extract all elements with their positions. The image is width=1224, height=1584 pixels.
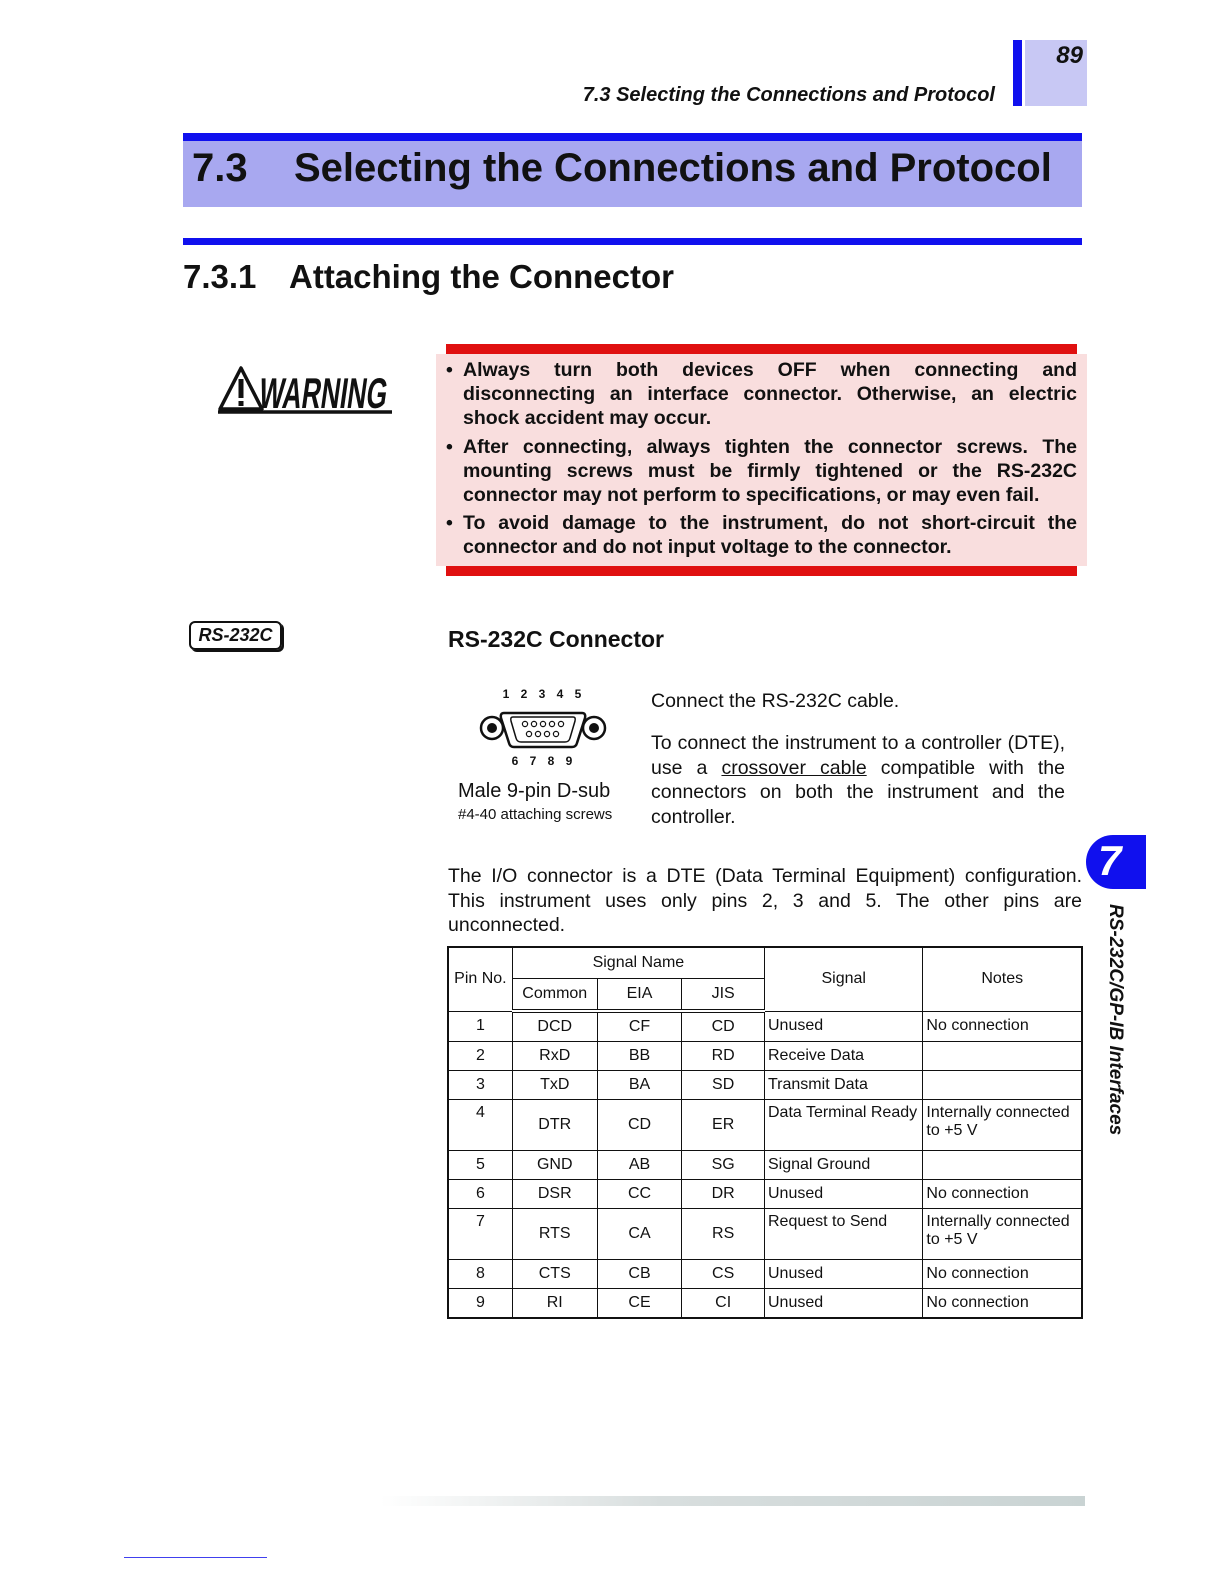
cell-signal: Request to Send [765,1209,923,1260]
dsub-connector-diagram [476,684,612,772]
cell-pin: 5 [448,1151,512,1180]
table-row [448,1011,1082,1042]
cell-signal: Unused [765,1260,923,1289]
section-number: 7.3 [192,146,248,190]
table-row [448,1100,1082,1151]
cell-signal: Transmit Data [765,1071,923,1100]
header-jis: JIS [682,979,765,1012]
cell-eia: CA [597,1209,682,1260]
cell-common: TxD [512,1071,597,1100]
warning-item: • Always turn both devices OFF when connecting and disconnecting an interface connector. Otherwise, an electric shock accident may occur. [446,358,1077,431]
header-signal: Signal [765,947,923,1011]
connector-caption: Male 9-pin D-sub [458,780,611,802]
section-top-rule [183,133,1082,141]
cell-eia: CF [597,1011,682,1042]
table-row [448,1151,1082,1180]
connector-description [651,731,1065,829]
cell-jis: CS [682,1260,765,1289]
header-signal-name: Signal Name [512,947,764,979]
cell-eia: AB [597,1151,682,1180]
footer-rule [124,1557,267,1558]
cell-notes: No connection [923,1011,1082,1042]
subsection-title: Attaching the Connector [289,258,674,295]
cell-signal: Signal Ground [765,1151,923,1180]
cell-notes: Internally connected to +5 V [923,1209,1082,1260]
cell-notes: Internally connected to +5 V [923,1100,1082,1151]
cell-jis: RD [682,1042,765,1071]
pin-numbers-top: 1 2 3 4 5 [502,687,586,701]
rs232c-badge [189,621,282,650]
crossover-cable-term: crossover cable [721,756,867,779]
cell-eia: CB [597,1260,682,1289]
table-row [448,1289,1082,1319]
cell-notes [923,1042,1082,1071]
warning-top-rule [446,344,1077,354]
header-accent-bar [1013,40,1022,106]
cell-notes: No connection [923,1180,1082,1209]
table-row [448,1042,1082,1071]
cell-signal: Unused [765,1180,923,1209]
header-eia: EIA [597,979,682,1012]
cell-pin: 7 [448,1209,512,1260]
page-number: 89 [1056,42,1083,69]
chapter-label: RS-232C/GP-IB Interfaces [1105,904,1126,1136]
warning-bottom-rule [446,566,1077,576]
cell-pin: 1 [448,1011,512,1042]
chapter-tab [1086,835,1146,889]
cell-notes [923,1071,1082,1100]
cell-eia: CC [597,1180,682,1209]
connector-description-start: To connect the instrument to a controller (DTE), use a [651,732,1065,779]
cell-notes: No connection [923,1260,1082,1289]
subsection-number: 7.3.1 [183,258,257,295]
cell-jis: RS [682,1209,765,1260]
connector-title: RS-232C Connector [448,626,664,652]
table-row [448,1071,1082,1100]
header-pin-no: Pin No. [448,947,512,1011]
cell-common: DCD [512,1011,597,1042]
cell-jis: SG [682,1151,765,1180]
connector-instruction: Connect the RS-232C cable. [651,690,900,712]
rs232c-badge-label: RS-232C [198,625,273,645]
warning-item: • To avoid damage to the instrument, do not short-circuit the connector and do not input voltage to the connector. [446,511,1077,559]
cell-notes: No connection [923,1289,1082,1319]
cell-jis: DR [682,1180,765,1209]
table-row [448,1260,1082,1289]
connector-caption-screws: #4-40 attaching screws [458,806,613,823]
cell-eia: CD [597,1100,682,1151]
cell-signal: Data Terminal Ready [765,1100,923,1151]
cell-pin: 9 [448,1289,512,1319]
cell-jis: ER [682,1100,765,1151]
cell-common: GND [512,1151,597,1180]
cell-common: DSR [512,1180,597,1209]
footer-gradient-rule [380,1496,1085,1506]
cell-pin: 2 [448,1042,512,1071]
cell-pin: 8 [448,1260,512,1289]
cell-jis: CD [682,1011,765,1042]
subsection-rule [183,238,1082,245]
cell-common: DTR [512,1100,597,1151]
io-description: The I/O connector is a DTE (Data Terminal Equipment) configuration. This instrument uses only pins 2, 3 and 5. The other pins are unconnected. [448,865,1082,936]
cell-eia: BA [597,1071,682,1100]
cell-common: RxD [512,1042,597,1071]
cell-pin: 3 [448,1071,512,1100]
cell-jis: SD [682,1071,765,1100]
pin-numbers-bottom: 6 7 8 9 [511,754,577,768]
warning-icon [216,362,471,422]
cell-signal: Unused [765,1011,923,1042]
table-row [448,1180,1082,1209]
cell-eia: BB [597,1042,682,1071]
table-row [448,1209,1082,1260]
cell-notes [923,1151,1082,1180]
warning-list [446,358,1077,564]
warning-item: • After connecting, always tighten the connector screws. The mounting screws must be firmly tightened or the RS-232C connector may not perform to specifications, or may even fail. [446,435,1077,508]
warning-logo-text: WARNING [256,370,471,418]
cell-signal: Unused [765,1289,923,1319]
cell-eia: CE [597,1289,682,1319]
cell-signal: Receive Data [765,1042,923,1071]
connector-description-end: compatible with the connectors on both the instrument and the controller. [651,756,1065,828]
cell-common: RI [512,1289,597,1319]
pin-assignment-table [447,946,1083,1319]
header-common: Common [512,979,597,1012]
cell-pin: 4 [448,1100,512,1151]
cell-pin: 6 [448,1180,512,1209]
header-notes: Notes [923,947,1082,1011]
cell-jis: CI [682,1289,765,1319]
chapter-number: 7 [1098,837,1122,884]
running-header-title: 7.3 Selecting the Connections and Protocol [582,84,995,106]
cell-common: RTS [512,1209,597,1260]
section-title: Selecting the Connections and Protocol [294,146,1052,190]
cell-common: CTS [512,1260,597,1289]
